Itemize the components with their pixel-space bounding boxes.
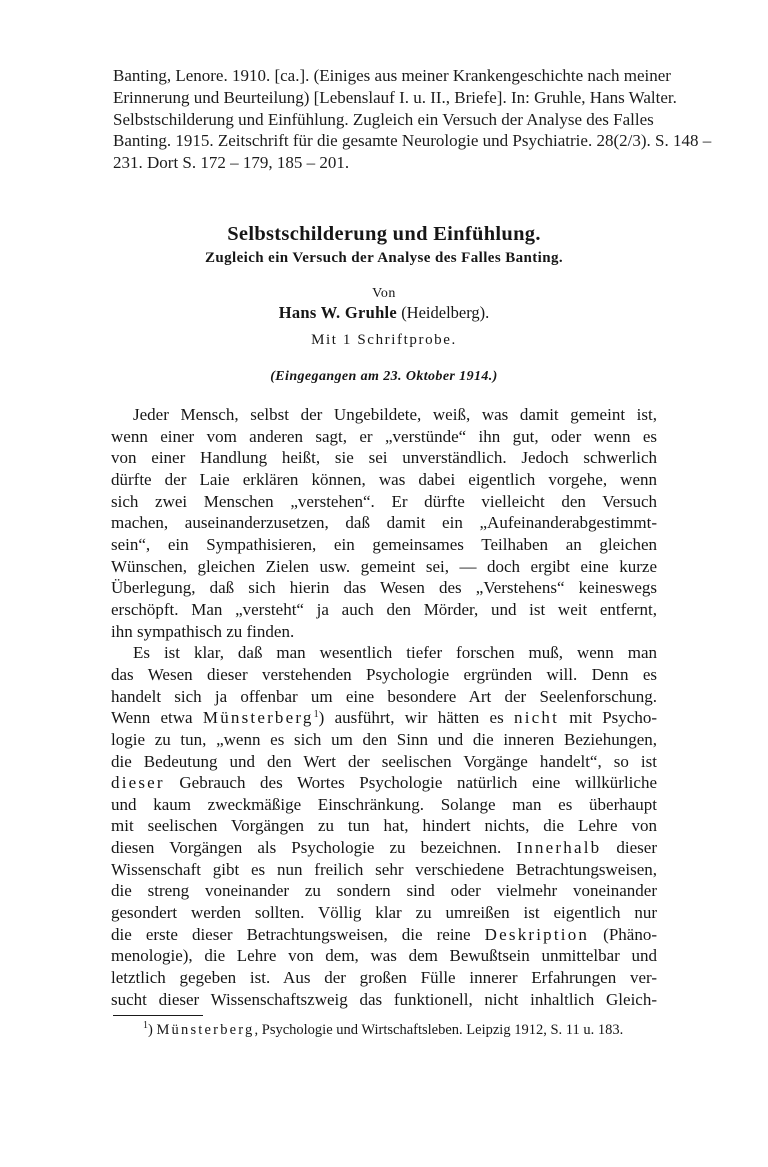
body-line — [111, 599, 657, 621]
text-segment: mit seelischen Vorgängen zu tun hat, hindert nichts, die Lehre von — [111, 816, 657, 836]
text-segment: logie zu tun, „wenn es sich um den Sinn und die inneren Beziehungen, — [111, 729, 657, 749]
text-segment: und kaum zweckmäßige Einschränkung. Solange man es überhaupt — [111, 794, 657, 814]
body-line — [111, 664, 657, 686]
text-segment: ihn sympathisch zu finden. — [111, 621, 295, 641]
text-segment: die Bedeutung und den Wert der seelischen Vorgänge handelt“, so ist — [111, 751, 657, 771]
body-line — [111, 534, 657, 556]
emphasized-text: Münsterberg — [156, 1022, 255, 1038]
author-name: Hans W. Gruhle — [278, 303, 398, 322]
text-segment: erschöpft. Man „versteht“ ja auch den Mörder, und ist weit entfernt, — [111, 599, 657, 619]
article-title: Selbstschilderung und Einfühlung. — [227, 223, 541, 245]
body-line — [111, 426, 657, 448]
text-segment: mit Psycho- — [559, 708, 657, 728]
body-line — [111, 772, 657, 794]
text-segment: dürfte der Laie erklären können, was dabei eigentlich vorgehe, wenn — [111, 469, 657, 489]
body-line — [111, 967, 657, 989]
text-segment: diesen Vorgängen als Psychologie zu bezeichnen. — [111, 838, 517, 858]
text-segment: gesondert werden sollten. Völlig klar zu umreißen ist eigentlich nur — [111, 903, 657, 923]
citation-line: Banting. 1915. Zeitschrift für die gesamte Neurologie und Psychiatrie. 28(2/3). S. 148 – — [113, 131, 712, 151]
body-line — [111, 837, 657, 859]
emphasized-text: Innerhalb — [516, 838, 602, 858]
emphasized-text: dieser — [111, 773, 165, 793]
text-segment: ) ausführt, wir hätten es — [318, 708, 514, 728]
paragraph — [111, 642, 657, 1010]
text-segment: Wenn etwa — [111, 708, 203, 728]
body-line — [111, 902, 657, 924]
text-segment: Wünschen, gleichen Zielen usw. gemeint sei, — doch ergibt eine kurze — [111, 556, 657, 576]
text-segment: die erste dieser Betrachtungsweisen, die reine — [111, 924, 485, 944]
body-line — [111, 707, 657, 729]
text-segment: Jeder Mensch, selbst der Ungebildete, weiß, was damit gemeint ist, — [133, 405, 657, 424]
text-segment: Gebrauch des Wortes Psychologie natürlich eine willkürliche — [164, 773, 657, 793]
emphasized-text: nicht — [514, 708, 559, 728]
byline-prefix: Von — [372, 286, 396, 301]
footnote — [143, 1021, 663, 1039]
text-segment: Wissenschaft gibt es nun freilich sehr verschiedene Betrachtungsweisen, — [111, 859, 657, 879]
body-line — [111, 924, 657, 946]
body-line — [111, 794, 657, 816]
text-segment: machen, auseinanderzusetzen, daß damit ein „Aufeinanderabgestimmt- — [111, 513, 657, 533]
bibliographic-citation — [113, 65, 711, 174]
body-line — [111, 642, 657, 664]
article-subtitle: Zugleich ein Versuch der Analyse des Falles Banting. — [204, 250, 564, 266]
footnote-divider — [113, 1015, 203, 1016]
body-line — [111, 491, 657, 513]
author-affiliation: (Heidelberg). — [397, 303, 490, 322]
byline — [111, 303, 657, 323]
text-segment: sein“, ein Sympathisieren, ein gemeinsames Teilhaben an gleichen — [111, 534, 657, 554]
body-line — [111, 859, 657, 881]
received-date: (Eingegangen am 23. Oktober 1914.) — [270, 369, 498, 384]
citation-line: Selbstschilderung und Einfühlung. Zugleich ein Versuch der Analyse des Falles — [113, 109, 654, 129]
body-line — [111, 577, 657, 599]
text-segment: handelt sich ja offenbar um eine besondere Art der Seelenforschung. — [111, 686, 657, 706]
body-line — [111, 815, 657, 837]
body-line — [111, 447, 657, 469]
text-segment: Es ist klar, daß man wesentlich tiefer forschen muß, wenn man — [133, 643, 657, 663]
body-line — [111, 686, 657, 708]
attachment-note: Mit 1 Schriftprobe. — [311, 332, 457, 348]
body-line — [111, 880, 657, 902]
article-body — [111, 404, 657, 1010]
paragraph — [111, 404, 657, 642]
text-segment: sich zwei Menschen „verstehen“. Er dürfte vielleicht den Versuch — [111, 491, 657, 511]
text-segment: wenn einer vom anderen sagt, er „verstünde“ ihn gut, oder wenn es — [111, 426, 657, 446]
text-segment: letztlich gegeben ist. Aus der großen Fülle innerer Erfahrungen ver- — [111, 968, 657, 988]
footnote-ref: 1 — [143, 1020, 148, 1031]
body-line — [111, 404, 657, 426]
text-segment: ) — [148, 1022, 157, 1038]
citation-line: 231. Dort S. 172 – 179, 185 – 201. — [113, 153, 350, 173]
body-line — [111, 469, 657, 491]
footnote-ref: 1 — [313, 709, 319, 721]
text-segment: sucht dieser Wissenschaftszweig das funktionell, nicht inhaltlich Gleich- — [111, 989, 657, 1009]
text-segment: dieser — [601, 838, 658, 858]
text-segment: die streng voneinander zu sondern sind oder vielmehr voneinander — [111, 881, 657, 901]
text-segment: (Phäno- — [589, 924, 657, 944]
citation-line: Banting, Lenore. 1910. [ca.]. (Einiges aus meiner Krankengeschichte nach meiner — [113, 66, 671, 85]
text-segment: Überlegung, daß sich hierin das Wesen des „Verstehens“ keineswegs — [111, 578, 657, 598]
emphasized-text: Münsterberg — [202, 708, 314, 728]
citation-line: Erinnerung und Beurteilung) [Lebenslauf I. u. II., Briefe]. In: Gruhle, Hans Walter. — [113, 87, 677, 107]
body-line — [111, 556, 657, 578]
emphasized-text: Deskription — [484, 924, 590, 944]
body-line — [111, 512, 657, 534]
text-segment: von einer Handlung heißt, sie sei unverständlich. Jedoch schwerlich — [111, 448, 657, 468]
text-segment: das Wesen dieser verstehenden Psychologie ergründen will. Denn es — [111, 664, 657, 684]
body-line — [111, 729, 657, 751]
body-line — [111, 989, 657, 1011]
text-segment: menologie), die Lehre von dem, was dem Bewußtsein unmittelbar und — [111, 946, 657, 966]
body-line — [111, 751, 657, 773]
body-line — [111, 945, 657, 967]
body-line — [111, 621, 657, 643]
text-segment: , Psychologie und Wirtschaftsleben. Leipzig 1912, S. 11 u. 183. — [254, 1022, 624, 1038]
